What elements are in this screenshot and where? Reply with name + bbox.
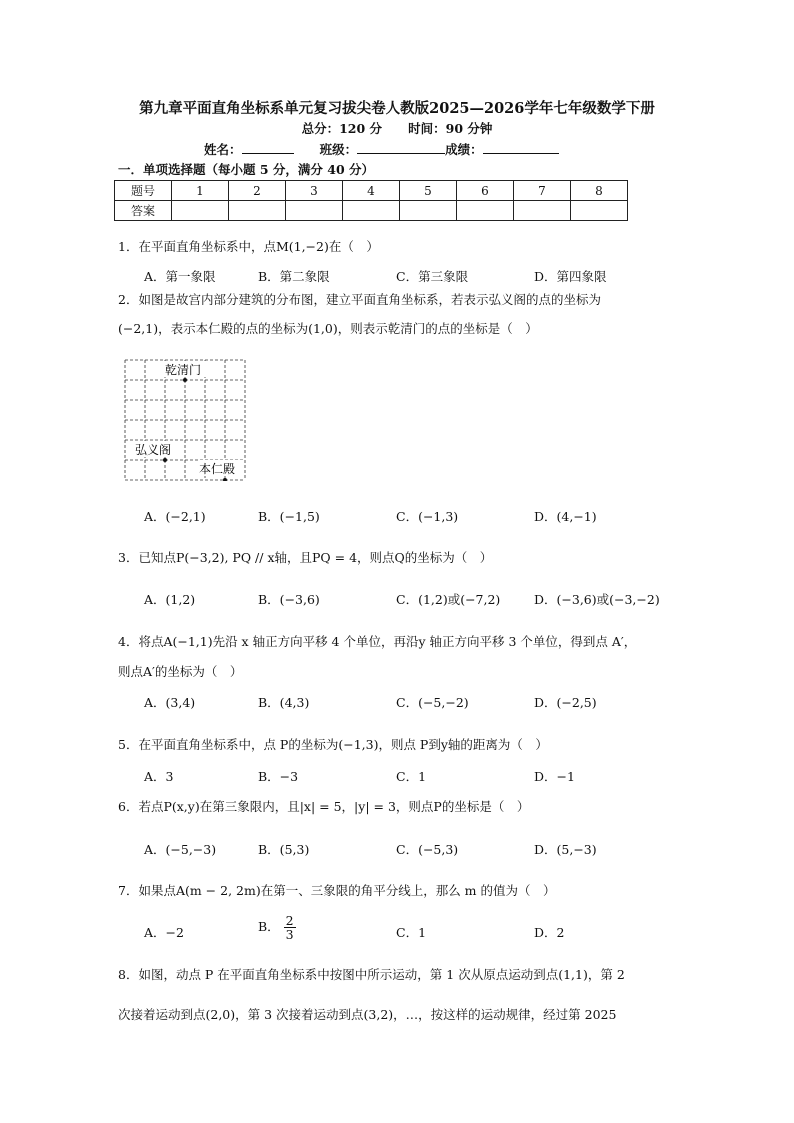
q7-option-b-letter: B． (258, 919, 280, 934)
row-label-number: 题号 (115, 181, 172, 201)
exam-meta (0, 119, 794, 137)
row-label-answer: 答案 (115, 201, 172, 221)
question-number-cell: 6 (457, 181, 514, 201)
question-1-stem: 1．在平面直角坐标系中，点M(1,−2)在（ ） (118, 239, 379, 254)
question-4-stem-line1: 4．将点A(−1,1)先沿 x 轴正方向平移 4 个单位，再沿y 轴正方向平移 3 个单位，得到点 A′， (118, 634, 637, 649)
q2-option-c: C．(−1,3) (396, 509, 459, 524)
q4-option-a: A．(3,4) (144, 695, 196, 710)
q6-option-b: B．(5,3) (258, 842, 310, 857)
question-8-stem-line2: 次接着运动到点(2,0)，第 3 次接着运动到点(3,2)，…，按这样的运动规律，经过第 2025 (118, 1007, 617, 1022)
q7-option-c: C．1 (396, 925, 427, 940)
q7-option-a: A．−2 (144, 925, 184, 940)
question-5-stem: 5．在平面直角坐标系中，点 P的坐标为(−1,3)，则点 P到y轴的距离为（ ） (118, 737, 548, 752)
q2-option-a: A．(−2,1) (144, 509, 206, 524)
name-blank[interactable] (242, 141, 294, 154)
label-benrendian: 本仁殿 (199, 462, 236, 476)
answer-cell[interactable] (343, 201, 400, 221)
q7-option-d: D．2 (534, 925, 565, 940)
q5-option-c: C．1 (396, 769, 427, 784)
q4-option-b: B．(4,3) (258, 695, 310, 710)
question-7-stem: 7．如果点A(m − 2, 2m)在第一、三象限的角平分线上，那么 m 的值为（ ） (118, 883, 556, 898)
q5-option-d: D．−1 (534, 769, 575, 784)
answer-cell[interactable] (457, 201, 514, 221)
question-number-cell: 5 (400, 181, 457, 201)
fraction-numerator: 2 (285, 913, 294, 928)
question-number-cell: 2 (229, 181, 286, 201)
answer-cell[interactable] (400, 201, 457, 221)
point-hongyige (163, 458, 167, 462)
time-limit: 时间：90 分钟 (408, 121, 493, 136)
question-6-stem: 6．若点P(x,y)在第三象限内，且|x| = 5，|y| = 3，则点P的坐标是（ ） (118, 799, 530, 814)
question-number-cell: 3 (286, 181, 343, 201)
q3-option-b: B．(−3,6) (258, 592, 320, 607)
palace-map-figure (124, 359, 250, 481)
table-row (115, 181, 628, 201)
q1-option-b: B．第二象限 (258, 269, 330, 284)
q1-option-a: A．第一象限 (144, 269, 216, 284)
answer-cell[interactable] (514, 201, 571, 221)
section-heading: 一．单项选择题（每小题 5 分，满分 40 分） (118, 162, 375, 177)
q5-option-b: B．−3 (258, 769, 299, 784)
q6-option-d: D．(5,−3) (534, 842, 597, 857)
name-label: 姓名： (204, 142, 242, 157)
q1-option-c: C．第三象限 (396, 269, 469, 284)
score-label: 成绩： (445, 142, 483, 157)
fraction-denominator: 3 (285, 927, 294, 942)
q1-option-d: D．第四象限 (534, 269, 607, 284)
q7-fraction (284, 914, 296, 941)
question-8-stem-line1: 8．如图，动点 P 在平面直角坐标系中按图中所示运动，第 1 次从原点运动到点(1,1)，第 2 (118, 967, 625, 982)
question-3-stem: 3．已知点P(−3,2), PQ // x轴，且PQ = 4，则点Q的坐标为（ ） (118, 550, 493, 565)
q7-option-b (258, 914, 296, 941)
answer-cell[interactable] (172, 201, 229, 221)
score-blank[interactable] (483, 141, 559, 154)
q2-option-b: B．(−1,5) (258, 509, 320, 524)
answer-cell[interactable] (229, 201, 286, 221)
q4-option-d: D．(−2,5) (534, 695, 597, 710)
page-title: 第九章平面直角坐标系单元复习拔尖卷人教版2025—2026学年七年级数学下册 (139, 100, 655, 117)
answer-cell[interactable] (571, 201, 628, 221)
question-number-cell: 4 (343, 181, 400, 201)
class-blank[interactable] (357, 141, 445, 154)
question-number-cell: 7 (514, 181, 571, 201)
label-hongyige: 弘义阁 (135, 443, 172, 457)
q5-option-a: A．3 (144, 769, 174, 784)
q6-option-c: C．(−5,3) (396, 842, 459, 857)
q3-option-c: C．(1,2)或(−7,2) (396, 592, 501, 607)
q3-option-d: D．(−3,6)或(−3,−2) (534, 592, 660, 607)
answer-table (114, 180, 628, 221)
question-4-stem-line2: 则点A′的坐标为（ ） (118, 664, 243, 679)
question-number-cell: 8 (571, 181, 628, 201)
question-2-stem-line2: (−2,1)，表示本仁殿的点的坐标为(1,0)，则表示乾清门的点的坐标是（ ） (118, 321, 538, 336)
student-info (204, 140, 559, 158)
question-2-stem-line1: 2．如图是故宫内部分建筑的分布图，建立平面直角坐标系，若表示弘义阁的点的坐标为 (118, 292, 601, 307)
answer-cell[interactable] (286, 201, 343, 221)
q2-option-d: D．(4,−1) (534, 509, 597, 524)
q3-option-a: A．(1,2) (144, 592, 196, 607)
question-number-cell: 1 (172, 181, 229, 201)
q6-option-a: A．(−5,−3) (144, 842, 217, 857)
class-label: 班级： (319, 142, 358, 157)
total-score: 总分：120 分 (301, 121, 383, 136)
point-benrendian (223, 478, 227, 481)
label-qianqingmen: 乾清门 (165, 363, 202, 377)
q4-option-c: C．(−5,−2) (396, 695, 469, 710)
table-row (115, 201, 628, 221)
point-qianqingmen (183, 378, 187, 382)
